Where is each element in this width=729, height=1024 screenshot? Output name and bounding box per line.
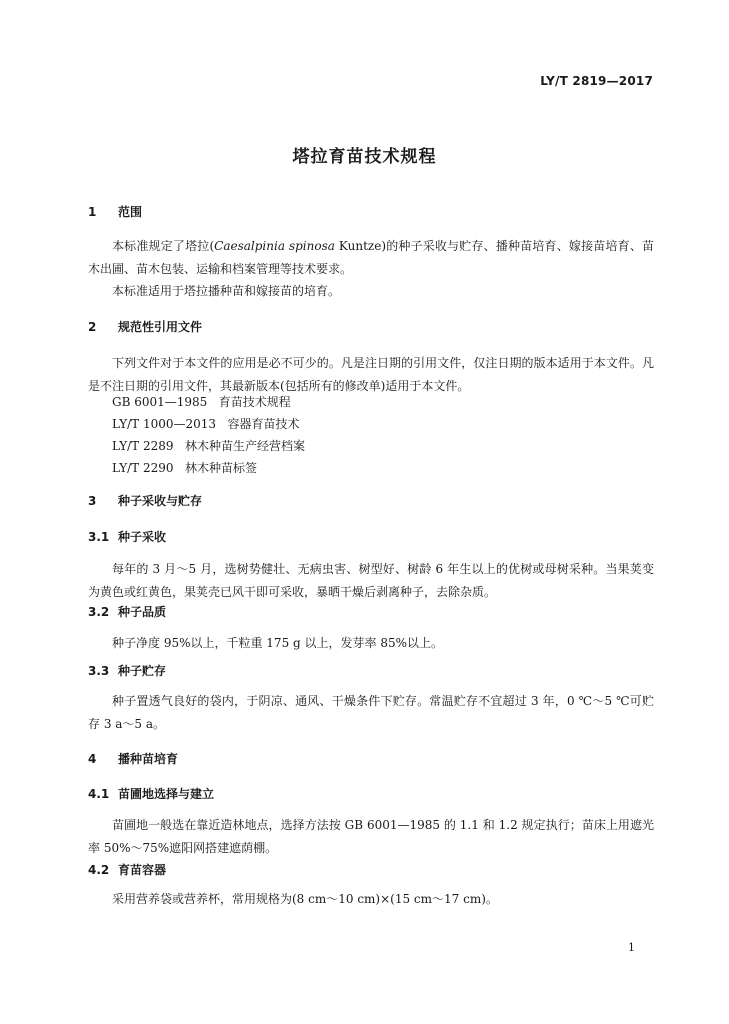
reference-name: 林木种苗生产经营档案 xyxy=(184,439,305,453)
section-title: 种子采收与贮存 xyxy=(118,494,203,508)
section-title: 苗圃地选择与建立 xyxy=(118,787,215,801)
reference-item xyxy=(112,436,305,456)
reference-item xyxy=(112,392,291,412)
section-heading-1 xyxy=(88,203,142,220)
section-number: 3.1 xyxy=(88,530,110,544)
section-number: 2 xyxy=(88,320,97,334)
section-title: 育苗容器 xyxy=(118,863,167,877)
reference-code: GB 6001—1985 xyxy=(112,395,208,409)
scope-text: )的种子采收与贮存、播种苗培育、嫁接苗培育、苗木出圃、苗木包装、运输和档案管理等技术要求。 xyxy=(88,239,655,276)
reference-name: 容器育苗技术 xyxy=(227,417,300,431)
document-code: LY/T 2819—2017 xyxy=(540,74,653,88)
container-paragraph: 采用营养袋或营养杯，常用规格为(8 cm～10 cm)×(15 cm～17 cm)。 xyxy=(112,892,498,906)
latin-author: Kuntze xyxy=(334,239,382,253)
reference-name: 林木种苗标签 xyxy=(184,461,257,475)
reference-item xyxy=(112,414,300,434)
reference-code: LY/T 1000—2013 xyxy=(112,417,217,431)
section-number: 3 xyxy=(88,494,97,508)
section-heading-4-1 xyxy=(88,785,214,802)
reference-name: 育苗技术规程 xyxy=(218,395,291,409)
reference-item xyxy=(112,458,257,478)
scope-text: 本标准规定了塔拉( xyxy=(112,239,215,253)
section-heading-2 xyxy=(88,318,202,335)
section-heading-3-3 xyxy=(88,662,166,679)
section-heading-3-1 xyxy=(88,528,166,545)
section-number: 4.1 xyxy=(88,787,110,801)
seed-storage-paragraph: 种子置透气良好的袋内，于阴凉、通风、干燥条件下贮存。常温贮存不宜超过 3 年，0 ℃～5 ℃可贮存 3 a～5 a。 xyxy=(88,694,654,731)
normative-intro: 下列文件对于本文件的应用是必不可少的。凡是注日期的引用文件，仅注日期的版本适用于本文件。凡是不注日期的引用文件，其最新版本(包括所有的修改单)适用于本文件。 xyxy=(88,356,654,393)
section-title: 规范性引用文件 xyxy=(118,320,203,334)
reference-code: LY/T 2289 xyxy=(112,439,174,453)
seed-quality-paragraph: 种子净度 95%以上，千粒重 175 g 以上，发芽率 85%以上。 xyxy=(112,636,444,650)
section-number: 1 xyxy=(88,205,97,219)
section-heading-3 xyxy=(88,492,202,509)
scope-paragraph-2: 本标准适用于塔拉播种苗和嫁接苗的培育。 xyxy=(112,284,341,298)
latin-name: Caesalpinia spinosa xyxy=(214,239,335,253)
section-heading-3-2 xyxy=(88,603,166,620)
scope-paragraph-1 xyxy=(88,235,654,281)
page-number: 1 xyxy=(628,941,635,954)
nursery-paragraph: 苗圃地一般选在靠近造林地点，选择方法按 GB 6001—1985 的 1.1 和 1.2 规定执行；苗床上用遮光率 50%～75%遮阳网搭建遮荫棚。 xyxy=(88,818,654,855)
section-title: 种子采收 xyxy=(118,530,167,544)
section-number: 4.2 xyxy=(88,863,110,877)
section-number: 4 xyxy=(88,752,97,766)
section-number: 3.3 xyxy=(88,664,110,678)
reference-code: LY/T 2290 xyxy=(112,461,174,475)
section-title: 种子品质 xyxy=(118,605,167,619)
section-title: 播种苗培育 xyxy=(118,752,179,766)
page-title: 塔拉育苗技术规程 xyxy=(292,147,437,167)
section-heading-4-2 xyxy=(88,861,166,878)
section-title: 种子贮存 xyxy=(118,664,167,678)
section-number: 3.2 xyxy=(88,605,110,619)
section-heading-4 xyxy=(88,750,178,767)
section-title: 范围 xyxy=(118,205,143,219)
seed-collection-paragraph: 每年的 3 月～5 月，选树势健壮、无病虫害、树型好、树龄 6 年生以上的优树或母树采种。当果荚变为黄色或红黄色，果荚壳已风干即可采收，暴晒干燥后剥离种子，去除杂质。 xyxy=(88,562,654,599)
